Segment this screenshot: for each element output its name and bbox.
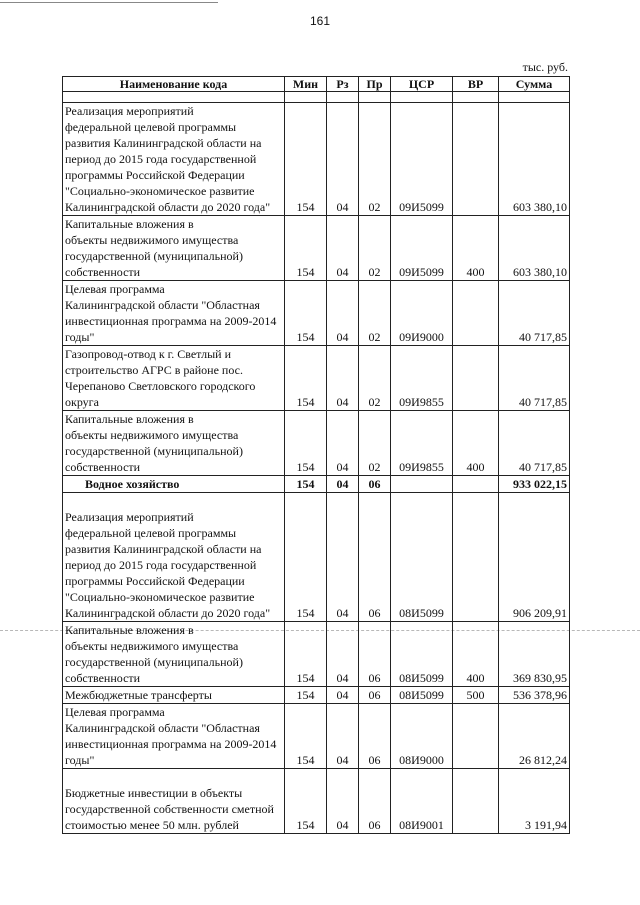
cell-rz: 04 — [327, 769, 359, 834]
cell-pr: 06 — [359, 493, 391, 622]
header-vr: ВР — [453, 77, 499, 92]
table-row — [63, 411, 570, 476]
cell-min: 154 — [285, 216, 327, 281]
cell-sum: 40 717,85 — [499, 411, 570, 476]
table-row — [63, 687, 570, 704]
cell-csr: 08И5099 — [391, 493, 453, 622]
cell-name: Межбюджетные трансферты — [63, 687, 285, 704]
cell-name: Капитальные вложения в объекты недвижимого имущества государственной (муниципальной) собственности — [63, 411, 285, 476]
header-rz: Рз — [327, 77, 359, 92]
scan-edge-line — [0, 2, 218, 3]
cell-csr: 08И5099 — [391, 622, 453, 687]
cell-rz: 04 — [327, 411, 359, 476]
cell-csr: 09И9855 — [391, 346, 453, 411]
cell-vr — [453, 704, 499, 769]
cell-name: Целевая программа Калининградской области "Областная инвестиционная программа на 2009-2014 годы" — [63, 704, 285, 769]
cell-vr — [453, 493, 499, 622]
cell-pr: 06 — [359, 622, 391, 687]
cell-pr: 06 — [359, 704, 391, 769]
header-min: Мин — [285, 77, 327, 92]
page-number: 161 — [309, 14, 331, 28]
cell-sum: 906 209,91 — [499, 493, 570, 622]
table-row — [63, 769, 570, 834]
cell-min: 154 — [285, 346, 327, 411]
header-csr: ЦСР — [391, 77, 453, 92]
cell-vr — [453, 281, 499, 346]
table-row — [63, 346, 570, 411]
cell-csr: 09И5099 — [391, 103, 453, 216]
cell-min: 154 — [285, 687, 327, 704]
cell-sum: 603 380,10 — [499, 216, 570, 281]
cell-vr — [453, 476, 499, 493]
cell-csr: 08И9001 — [391, 769, 453, 834]
table-row — [63, 216, 570, 281]
cell-pr: 06 — [359, 769, 391, 834]
cell-pr: 06 — [359, 687, 391, 704]
cell-rz: 04 — [327, 216, 359, 281]
spacer-row — [63, 92, 570, 103]
table-row — [63, 704, 570, 769]
cell-min: 154 — [285, 103, 327, 216]
cell-vr: 400 — [453, 216, 499, 281]
cell-csr: 08И5099 — [391, 687, 453, 704]
cell-csr: 08И9000 — [391, 704, 453, 769]
cell-min: 154 — [285, 622, 327, 687]
cell-min: 154 — [285, 281, 327, 346]
cell-csr: 09И9855 — [391, 411, 453, 476]
cell-name: Реализация мероприятий федеральной целевой программы развития Калининградской области на период до 2015 года государственной программы Российской Федерации "Социально-экономическое развитие Калининградской области до 2020 года" — [63, 103, 285, 216]
cell-name: Газопровод-отвод к г. Светлый и строительство АГРС в районе пос. Черепаново Светловского городского округа — [63, 346, 285, 411]
cell-pr: 02 — [359, 411, 391, 476]
cell-pr: 02 — [359, 281, 391, 346]
cell-name: Капитальные вложения в объекты недвижимого имущества государственной (муниципальной) собственности — [63, 622, 285, 687]
cell-csr: 09И9000 — [391, 281, 453, 346]
cell-min: 154 — [285, 704, 327, 769]
cell-pr: 02 — [359, 216, 391, 281]
cell-name: Капитальные вложения в объекты недвижимого имущества государственной (муниципальной) собственности — [63, 216, 285, 281]
cell-min: 154 — [285, 476, 327, 493]
cell-pr: 02 — [359, 346, 391, 411]
cell-vr: 500 — [453, 687, 499, 704]
cell-sum: 3 191,94 — [499, 769, 570, 834]
cell-csr: 09И5099 — [391, 216, 453, 281]
cell-vr: 400 — [453, 622, 499, 687]
cell-min: 154 — [285, 493, 327, 622]
cell-rz: 04 — [327, 281, 359, 346]
cell-name: Бюджетные инвестиции в объекты государственной собственности сметной стоимостью менее 50 млн. рублей — [63, 769, 285, 834]
cell-sum: 40 717,85 — [499, 346, 570, 411]
table-row — [63, 493, 570, 622]
cell-name: Водное хозяйство — [63, 476, 285, 493]
header-sum: Сумма — [499, 77, 570, 92]
cell-name: Целевая программа Калининградской области "Областная инвестиционная программа на 2009-2014 годы" — [63, 281, 285, 346]
cell-rz: 04 — [327, 493, 359, 622]
cell-sum: 26 812,24 — [499, 704, 570, 769]
cell-sum: 40 717,85 — [499, 281, 570, 346]
section-row — [63, 476, 570, 493]
cell-vr — [453, 769, 499, 834]
table-header — [63, 77, 570, 92]
cell-sum: 603 380,10 — [499, 103, 570, 216]
cell-name: Реализация мероприятий федеральной целевой программы развития Калининградской области на период до 2015 года государственной программы Российской Федерации "Социально-экономическое развитие Калининградской области до 2020 года" — [63, 493, 285, 622]
budget-table — [62, 76, 570, 834]
cell-pr: 06 — [359, 476, 391, 493]
cell-vr — [453, 103, 499, 216]
cell-rz: 04 — [327, 687, 359, 704]
cell-sum: 933 022,15 — [499, 476, 570, 493]
cell-rz: 04 — [327, 346, 359, 411]
cell-min: 154 — [285, 411, 327, 476]
cell-pr: 02 — [359, 103, 391, 216]
cell-rz: 04 — [327, 476, 359, 493]
cell-rz: 04 — [327, 103, 359, 216]
table-body — [63, 92, 570, 834]
cell-sum: 369 830,95 — [499, 622, 570, 687]
header-pr: Пр — [359, 77, 391, 92]
cell-sum: 536 378,96 — [499, 687, 570, 704]
cell-vr — [453, 346, 499, 411]
cell-vr: 400 — [453, 411, 499, 476]
table-row — [63, 281, 570, 346]
cell-csr — [391, 476, 453, 493]
table-row — [63, 103, 570, 216]
cell-min: 154 — [285, 769, 327, 834]
units-label: тыс. руб. — [522, 60, 568, 74]
header-name: Наименование кода — [63, 77, 285, 92]
cell-rz: 04 — [327, 622, 359, 687]
cell-rz: 04 — [327, 704, 359, 769]
table-row — [63, 622, 570, 687]
